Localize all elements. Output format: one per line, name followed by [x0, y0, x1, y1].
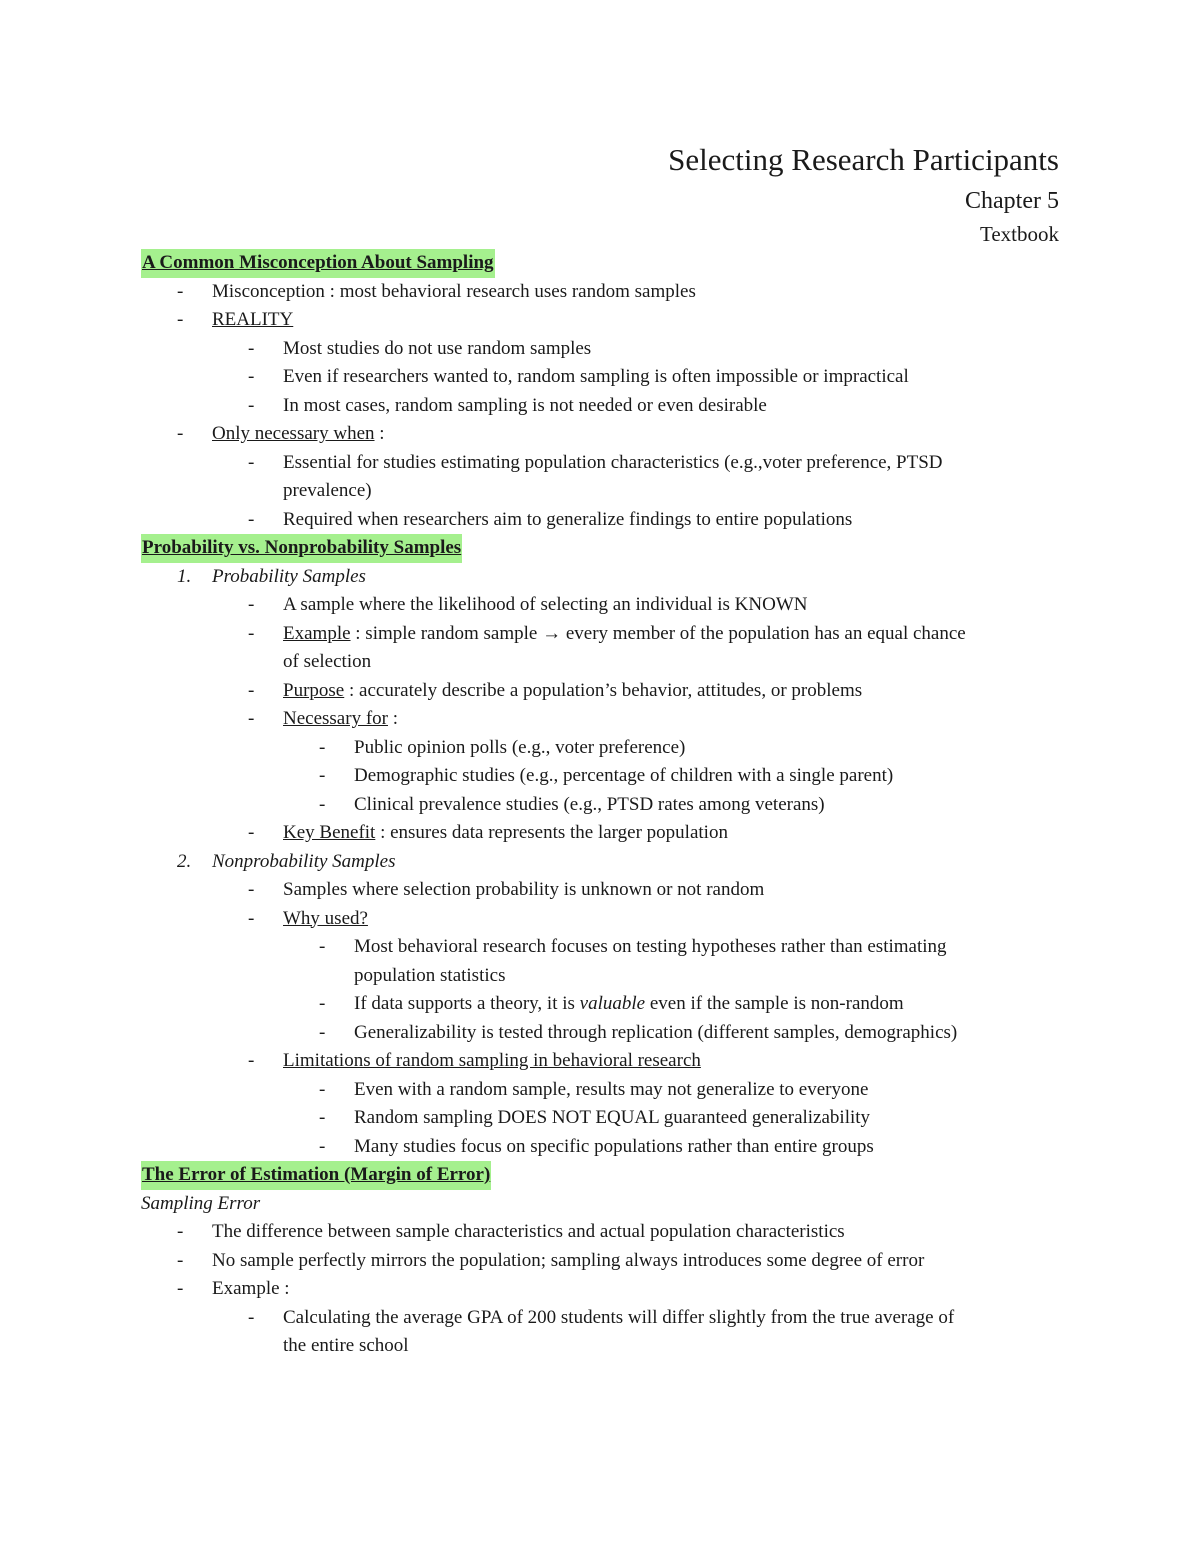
bullet: -	[248, 451, 255, 473]
subheading: Sampling Error	[141, 1192, 261, 1214]
bullet: -	[248, 508, 255, 530]
bullet: -	[319, 793, 326, 815]
list-item: - Calculating the average GPA of 200 students will differ slightly from the true average of	[0, 1304, 1200, 1333]
list-item: - Only necessary when :	[0, 420, 1200, 449]
bullet: -	[248, 1306, 255, 1328]
list-item: - A sample where the likelihood of selecting an individual is KNOWN	[0, 591, 1200, 620]
source-label: Textbook	[979, 222, 1059, 246]
list-item: - Clinical prevalence studies (e.g., PTSD rates among veterans)	[0, 791, 1200, 820]
section-heading: A Common Misconception About Sampling	[0, 249, 1200, 278]
list-item: - Purpose : accurately describe a population’s behavior, attitudes, or problems	[0, 677, 1200, 706]
list-item-continuation: population statistics	[354, 964, 506, 986]
bullet: -	[319, 736, 326, 758]
bullet: -	[319, 993, 326, 1014]
bullet: -	[319, 765, 326, 786]
bullet: -	[177, 280, 184, 302]
list-item: - Most behavioral research focuses on testing hypotheses rather than estimating	[0, 933, 1200, 962]
list-item-continuation: the entire school	[283, 1335, 409, 1356]
list-item: - Even with a random sample, results may not generalize to everyone	[0, 1076, 1200, 1105]
bullet: -	[177, 1221, 184, 1242]
list-item: - In most cases, random sampling is not needed or even desirable	[0, 392, 1200, 421]
chapter-label: Chapter 5	[965, 188, 1059, 214]
document-title: Selecting Research Participants	[668, 142, 1059, 177]
list-item: - Even if researchers wanted to, random sampling is often impossible or impractical	[0, 363, 1200, 392]
bullet: -	[319, 1107, 326, 1128]
list-item: - Misconception : most behavioral research uses random samples	[0, 278, 1200, 307]
bullet: -	[248, 907, 255, 929]
list-item: - Why used?	[0, 905, 1200, 934]
bullet: -	[248, 366, 255, 387]
bullet: -	[319, 1021, 326, 1043]
bullet: -	[319, 936, 326, 957]
list-item: - No sample perfectly mirrors the population; sampling always introduces some degree of error	[0, 1247, 1200, 1276]
list-item: - Demographic studies (e.g., percentage of children with a single parent)	[0, 762, 1200, 791]
document-body	[0, 249, 1200, 1361]
section-heading: Probability vs. Nonprobability Samples	[0, 534, 1200, 563]
bullet: -	[248, 622, 255, 644]
bullet: -	[248, 394, 255, 416]
list-item: - Samples where selection probability is unknown or not random	[0, 876, 1200, 905]
list-item: - Required when researchers aim to generalize findings to entire populations	[0, 506, 1200, 535]
section-heading: The Error of Estimation (Margin of Error)	[0, 1161, 1200, 1190]
bullet: -	[319, 1135, 326, 1157]
bullet: -	[248, 879, 255, 900]
list-item: - The difference between sample characteristics and actual population characteristics	[0, 1218, 1200, 1247]
list-item: - Random sampling DOES NOT EQUAL guaranteed generalizability	[0, 1104, 1200, 1133]
numbered-item: 2. Nonprobability Samples	[177, 850, 396, 872]
bullet: -	[248, 594, 255, 615]
list-item: - Public opinion polls (e.g., voter preference)	[0, 734, 1200, 763]
list-item: - Limitations of random sampling in behavioral research	[0, 1047, 1200, 1076]
list-item-continuation: prevalence)	[283, 480, 372, 501]
bullet: -	[248, 337, 255, 359]
list-item: - Generalizability is tested through replication (different samples, demographics)	[0, 1019, 1200, 1048]
bullet: -	[248, 1050, 255, 1071]
bullet: -	[248, 822, 255, 843]
list-item: - Many studies focus on specific populations rather than entire groups	[0, 1133, 1200, 1162]
bullet: -	[177, 309, 184, 330]
list-item: - Most studies do not use random samples	[0, 335, 1200, 364]
list-item: - Key Benefit : ensures data represents the larger population	[0, 819, 1200, 848]
list-item: - Essential for studies estimating population characteristics (e.g.,voter preference, PTSD	[0, 449, 1200, 478]
list-item: - Example :	[0, 1275, 1200, 1304]
bullet: -	[248, 708, 255, 729]
bullet: -	[248, 679, 255, 701]
list-item: - Example : simple random sample → every member of the population has an equal chance	[0, 620, 1200, 649]
numbered-item: 1. Probability Samples	[177, 565, 366, 587]
bullet: -	[319, 1078, 326, 1100]
list-item: - REALITY	[0, 306, 1200, 335]
list-item: - Necessary for :	[0, 705, 1200, 734]
list-item: - If data supports a theory, it is valuable even if the sample is non-random	[0, 990, 1200, 1019]
list-item-continuation: of selection	[283, 651, 372, 672]
bullet: -	[177, 1249, 184, 1271]
bullet: -	[177, 423, 184, 444]
bullet: -	[177, 1278, 184, 1299]
